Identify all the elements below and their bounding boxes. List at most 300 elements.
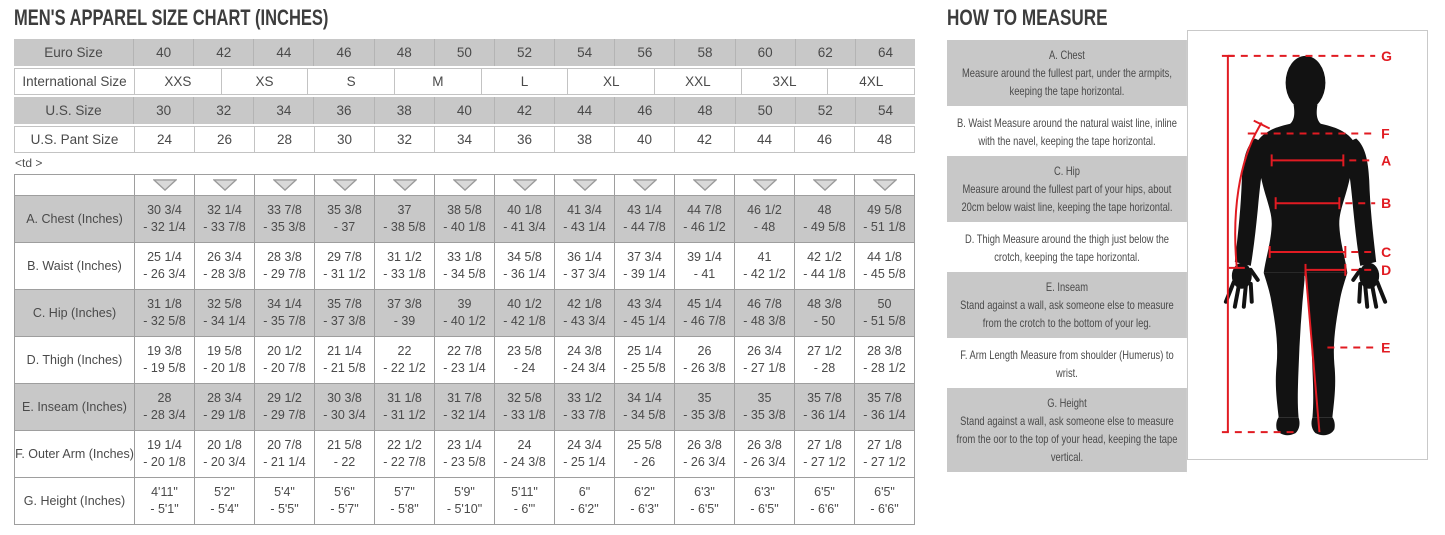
range-to: - 28 xyxy=(813,361,836,375)
column-marker-row xyxy=(15,175,915,196)
range-cell xyxy=(435,337,495,384)
size-cell: 54 xyxy=(555,39,615,66)
range-to: - 27 1/2 xyxy=(803,455,846,469)
range-to: - 45 1/4 xyxy=(623,314,666,328)
range-cell xyxy=(435,478,495,525)
row-label: F. Outer Arm (Inches) xyxy=(15,431,135,478)
range-from: 24 3/4 xyxy=(567,438,602,452)
range-to: - 50 xyxy=(813,314,836,328)
range-to: - 43 3/4 xyxy=(563,314,606,328)
range-from: 32 5/8 xyxy=(507,391,542,405)
range-to: - 39 1/4 xyxy=(623,267,666,281)
size-cell: 64 xyxy=(877,45,893,60)
row-label: U.S. Size xyxy=(14,97,134,124)
range-from: 5'4" xyxy=(274,485,295,499)
how-to-measure-section xyxy=(947,0,1187,474)
range-cell xyxy=(555,196,615,243)
range-from: 46 7/8 xyxy=(747,297,782,311)
range-cell xyxy=(195,478,255,525)
range-to: - 24 xyxy=(513,361,536,375)
size-cell: 48 xyxy=(375,39,435,66)
range-from: 19 5/8 xyxy=(207,344,242,358)
size-cell: 52 xyxy=(796,97,856,124)
size-cell: 32 xyxy=(375,127,435,152)
range-cell xyxy=(135,290,195,337)
range-to: - 26 3/8 xyxy=(683,361,726,375)
range-to: - 30 3/4 xyxy=(323,408,366,422)
range-to: - 20 1/8 xyxy=(143,455,186,469)
measurement-row xyxy=(15,196,915,243)
range-to: - 35 3/8 xyxy=(743,408,786,422)
range-cell xyxy=(615,478,675,525)
range-to: - 29 1/8 xyxy=(203,408,246,422)
range-cell xyxy=(195,431,255,478)
range-cell xyxy=(495,384,555,431)
range-to: - 28 3/4 xyxy=(143,408,186,422)
range-from: 26 3/4 xyxy=(207,250,242,264)
range-to: - 32 5/8 xyxy=(143,314,186,328)
instruction-heading: A. Chest xyxy=(1049,48,1085,62)
range-cell xyxy=(615,337,675,384)
range-from: 5'11" xyxy=(511,485,538,499)
range-to: - 5'7" xyxy=(330,502,359,516)
range-cell xyxy=(615,431,675,478)
range-from: 33 1/8 xyxy=(447,250,482,264)
body-measurement-diagram xyxy=(1188,31,1427,459)
range-to: - 37 3/8 xyxy=(323,314,366,328)
triangle-down-icon xyxy=(615,175,675,196)
range-from: 29 1/2 xyxy=(267,391,302,405)
range-to: - 51 1/8 xyxy=(863,220,906,234)
size-cell: 26 xyxy=(195,127,255,152)
range-from: 6" xyxy=(578,485,591,499)
range-from: 32 1/4 xyxy=(207,203,242,217)
range-from: 27 1/2 xyxy=(807,344,842,358)
range-from: 37 xyxy=(397,203,412,217)
range-cell xyxy=(195,337,255,384)
range-from: 40 1/2 xyxy=(507,297,542,311)
range-to: - 33 7/8 xyxy=(563,408,606,422)
range-to: - 6'6" xyxy=(810,502,839,516)
range-to: - 5'10" xyxy=(446,502,483,516)
size-cell: 40 xyxy=(134,39,194,66)
range-from: 44 1/8 xyxy=(867,250,902,264)
row-label: International Size xyxy=(15,69,135,94)
range-from: 20 1/2 xyxy=(267,344,302,358)
range-cell xyxy=(375,243,435,290)
size-cell: XXS xyxy=(135,69,222,94)
range-from: 40 1/8 xyxy=(507,203,542,217)
range-to: - 48 3/8 xyxy=(743,314,786,328)
body-silhouette xyxy=(1226,56,1385,435)
range-from: 39 xyxy=(457,297,472,311)
range-cell xyxy=(795,243,855,290)
measure-instruction xyxy=(947,272,1187,340)
measure-instruction xyxy=(947,388,1187,474)
measure-instruction xyxy=(947,108,1187,156)
range-cell xyxy=(135,384,195,431)
range-to: - 24 3/4 xyxy=(563,361,606,375)
row-label: A. Chest (Inches) xyxy=(15,196,135,243)
measure-instruction xyxy=(947,40,1187,108)
range-cell xyxy=(375,290,435,337)
size-header-row xyxy=(14,39,915,66)
range-to: - 24 3/8 xyxy=(503,455,546,469)
range-to: - 6'5" xyxy=(690,502,719,516)
triangle-down-icon xyxy=(555,175,615,196)
range-to: - 51 5/8 xyxy=(863,314,906,328)
row-label: B. Waist (Inches) xyxy=(15,243,135,290)
range-to: - 27 1/2 xyxy=(863,455,906,469)
range-from: 35 xyxy=(697,391,712,405)
range-cell xyxy=(675,337,735,384)
row-label xyxy=(15,175,135,196)
range-to: - 26 xyxy=(633,455,656,469)
figure-label-b: B xyxy=(1381,195,1392,212)
range-to: - 5'5" xyxy=(270,502,299,516)
range-to: - 43 1/4 xyxy=(563,220,606,234)
range-to: - 29 7/8 xyxy=(263,267,306,281)
range-cell xyxy=(495,196,555,243)
size-cell: 52 xyxy=(495,39,555,66)
range-to: - 35 3/8 xyxy=(683,408,726,422)
range-from: 22 7/8 xyxy=(447,344,482,358)
range-to: - 6'" xyxy=(513,502,536,516)
range-to: - 35 3/8 xyxy=(263,220,306,234)
range-from: 6'2" xyxy=(634,485,655,499)
range-from: 42 1/8 xyxy=(567,297,602,311)
triangle-down-icon xyxy=(315,175,375,196)
triangle-down-icon xyxy=(375,175,435,196)
range-cell xyxy=(135,243,195,290)
range-cell xyxy=(495,478,555,525)
range-cell xyxy=(495,290,555,337)
range-cell xyxy=(135,337,195,384)
range-to: - 21 1/4 xyxy=(263,455,306,469)
range-from: 6'3" xyxy=(694,485,715,499)
range-from: 31 1/8 xyxy=(387,391,422,405)
range-from: 24 xyxy=(517,438,532,452)
range-to: - 6'2" xyxy=(570,502,599,516)
range-to: - 23 5/8 xyxy=(443,455,486,469)
figure-label-a: A xyxy=(1381,152,1392,169)
range-from: 35 7/8 xyxy=(867,391,902,405)
range-from: 50 xyxy=(877,297,892,311)
range-cell xyxy=(855,431,915,478)
range-to: - 48 xyxy=(753,220,776,234)
range-cell xyxy=(135,431,195,478)
measurement-row xyxy=(15,337,915,384)
size-header-row xyxy=(14,97,915,124)
range-to: - 36 1/4 xyxy=(863,408,906,422)
range-cell xyxy=(555,337,615,384)
instruction-text: F. Arm Length Measure from shoulder (Humerus) to wrist. xyxy=(960,348,1174,380)
range-to: - 37 xyxy=(333,220,356,234)
row-label: C. Hip (Inches) xyxy=(15,290,135,337)
triangle-down-icon xyxy=(135,175,195,196)
size-cell: 40 xyxy=(615,127,675,152)
range-to: - 27 1/8 xyxy=(743,361,786,375)
range-to: - 35 7/8 xyxy=(263,314,306,328)
range-cell xyxy=(375,196,435,243)
range-from: 35 7/8 xyxy=(327,297,362,311)
size-cell: 36 xyxy=(314,97,374,124)
range-from: 5'9" xyxy=(454,485,475,499)
instruction-heading: E. Inseam xyxy=(1045,280,1089,294)
range-to: - 5'8" xyxy=(390,502,419,516)
range-cell xyxy=(615,290,675,337)
range-to: - 41 xyxy=(693,267,716,281)
range-cell xyxy=(375,431,435,478)
size-cell: 36 xyxy=(495,127,555,152)
how-to-measure-list xyxy=(947,40,1187,474)
range-from: 6'5" xyxy=(874,485,895,499)
range-from: 34 1/4 xyxy=(267,297,302,311)
range-to: - 5'4" xyxy=(210,502,239,516)
range-to: - 36 1/4 xyxy=(503,267,546,281)
row-label: G. Height (Inches) xyxy=(15,478,135,525)
range-to: - 29 7/8 xyxy=(263,408,306,422)
size-chart-section xyxy=(14,0,915,525)
size-cell: L xyxy=(482,69,569,94)
range-cell xyxy=(435,431,495,478)
range-to: - 34 5/8 xyxy=(443,267,486,281)
range-cell xyxy=(795,196,855,243)
range-to: - 33 1/8 xyxy=(383,267,426,281)
range-from: 22 xyxy=(397,344,412,358)
range-from: 25 1/4 xyxy=(147,250,182,264)
range-from: 43 3/4 xyxy=(627,297,662,311)
size-cell: 32 xyxy=(194,97,254,124)
range-cell xyxy=(735,337,795,384)
range-to: - 44 1/8 xyxy=(803,267,846,281)
range-to: - 20 7/8 xyxy=(263,361,306,375)
range-cell xyxy=(375,337,435,384)
triangle-down-icon xyxy=(675,175,735,196)
range-from: 26 xyxy=(697,344,712,358)
range-cell xyxy=(795,384,855,431)
range-from: 6'5" xyxy=(814,485,835,499)
range-to: - 34 5/8 xyxy=(623,408,666,422)
size-cell: 48 xyxy=(675,97,735,124)
range-from: 31 1/8 xyxy=(147,297,182,311)
range-cell xyxy=(495,431,555,478)
range-cell xyxy=(255,384,315,431)
figure-label-e: E xyxy=(1381,339,1391,356)
range-cell xyxy=(675,196,735,243)
range-from: 27 1/8 xyxy=(867,438,902,452)
range-cell xyxy=(675,431,735,478)
range-cell xyxy=(495,243,555,290)
range-to: - 22 7/8 xyxy=(383,455,426,469)
range-from: 25 5/8 xyxy=(627,438,662,452)
size-cell: 30 xyxy=(315,127,375,152)
range-cell xyxy=(195,196,255,243)
triangle-down-icon xyxy=(495,175,555,196)
range-from: 34 5/8 xyxy=(507,250,542,264)
range-to: - 20 1/8 xyxy=(203,361,246,375)
range-to: - 36 1/4 xyxy=(803,408,846,422)
range-from: 32 5/8 xyxy=(207,297,242,311)
row-label: E. Inseam (Inches) xyxy=(15,384,135,431)
range-from: 30 3/4 xyxy=(147,203,182,217)
range-cell xyxy=(315,478,375,525)
range-cell xyxy=(555,478,615,525)
range-to: - 40 1/8 xyxy=(443,220,486,234)
range-from: 6'3" xyxy=(754,485,775,499)
range-from: 45 1/4 xyxy=(687,297,722,311)
range-to: - 22 1/2 xyxy=(383,361,426,375)
size-header-row xyxy=(14,126,915,153)
range-to: - 39 xyxy=(393,314,416,328)
range-from: 37 3/8 xyxy=(387,297,422,311)
range-to: - 42 1/2 xyxy=(743,267,786,281)
size-cell: 44 xyxy=(735,127,795,152)
range-from: 46 1/2 xyxy=(747,203,782,217)
range-to: - 28 1/2 xyxy=(863,361,906,375)
range-from: 30 3/8 xyxy=(327,391,362,405)
range-from: 26 3/8 xyxy=(747,438,782,452)
range-to: - 32 1/4 xyxy=(443,408,486,422)
range-to: - 41 3/4 xyxy=(503,220,546,234)
range-to: - 26 3/4 xyxy=(683,455,726,469)
range-cell xyxy=(855,478,915,525)
range-from: 31 1/2 xyxy=(387,250,422,264)
range-cell xyxy=(255,337,315,384)
range-from: 41 3/4 xyxy=(567,203,602,217)
range-to: - 21 5/8 xyxy=(323,361,366,375)
size-chart-title: MEN'S APPAREL SIZE CHART (INCHES) xyxy=(14,5,329,30)
measurement-row xyxy=(15,431,915,478)
instruction-text: Stand against a wall, ask someone else to measure from the crotch to the bottom of your leg. xyxy=(960,298,1174,330)
range-to: - 31 1/2 xyxy=(383,408,426,422)
range-from: 35 xyxy=(757,391,772,405)
instruction-text: B. Waist Measure around the natural waist line, inline with the navel, keeping the tape horizontal. xyxy=(956,116,1177,148)
range-from: 39 1/4 xyxy=(687,250,722,264)
size-cell: S xyxy=(308,69,395,94)
range-from: 42 1/2 xyxy=(807,250,842,264)
range-cell xyxy=(315,431,375,478)
size-cell: 60 xyxy=(736,39,796,66)
range-cell xyxy=(315,384,375,431)
range-cell xyxy=(735,243,795,290)
range-to: - 22 xyxy=(333,455,356,469)
range-to: - 26 3/4 xyxy=(743,455,786,469)
range-from: 49 5/8 xyxy=(867,203,902,217)
range-to: - 23 1/4 xyxy=(443,361,486,375)
range-cell xyxy=(735,431,795,478)
range-cell xyxy=(855,337,915,384)
size-cell: 54 xyxy=(877,103,893,118)
triangle-down-icon xyxy=(255,175,315,196)
range-from: 22 1/2 xyxy=(387,438,422,452)
range-cell xyxy=(735,290,795,337)
range-cell xyxy=(795,431,855,478)
range-from: 23 5/8 xyxy=(507,344,542,358)
range-to: - 32 1/4 xyxy=(143,220,186,234)
size-cell: 34 xyxy=(435,127,495,152)
size-cell: 46 xyxy=(615,97,675,124)
range-to: - 46 1/2 xyxy=(683,220,726,234)
range-cell xyxy=(195,290,255,337)
range-to: - 33 1/8 xyxy=(503,408,546,422)
range-cell xyxy=(435,290,495,337)
size-cell: M xyxy=(395,69,482,94)
range-from: 35 3/8 xyxy=(327,203,362,217)
size-cell: 3XL xyxy=(742,69,829,94)
range-cell xyxy=(195,384,255,431)
range-cell xyxy=(135,478,195,525)
range-to: - 19 5/8 xyxy=(143,361,186,375)
size-cell: 4XL xyxy=(859,74,884,89)
range-cell xyxy=(735,478,795,525)
range-to: - 31 1/2 xyxy=(323,267,366,281)
range-from: 33 7/8 xyxy=(267,203,302,217)
range-cell xyxy=(375,384,435,431)
range-to: - 40 1/2 xyxy=(443,314,486,328)
range-cell xyxy=(315,243,375,290)
size-header-row xyxy=(14,68,915,95)
range-from: 23 1/4 xyxy=(447,438,482,452)
range-cell xyxy=(255,243,315,290)
size-cell: 50 xyxy=(435,39,495,66)
range-cell xyxy=(675,243,735,290)
range-to: - 6'5" xyxy=(750,502,779,516)
range-cell xyxy=(315,196,375,243)
range-to: - 6'3" xyxy=(630,502,659,516)
range-cell xyxy=(615,384,675,431)
size-cell: 42 xyxy=(495,97,555,124)
size-cell: 42 xyxy=(194,39,254,66)
range-to: - 46 7/8 xyxy=(683,314,726,328)
range-to: - 45 5/8 xyxy=(863,267,906,281)
size-cell: XS xyxy=(222,69,309,94)
range-cell xyxy=(555,243,615,290)
instruction-text: D. Thigh Measure around the thigh just below the crotch, keeping the tape horizontal. xyxy=(964,232,1169,264)
range-cell xyxy=(735,384,795,431)
size-cell: 44 xyxy=(254,39,314,66)
size-cell: 58 xyxy=(675,39,735,66)
measurement-row xyxy=(15,478,915,525)
size-conversion-table xyxy=(14,39,915,153)
size-cell: 34 xyxy=(254,97,314,124)
range-cell xyxy=(555,384,615,431)
range-cell xyxy=(495,337,555,384)
measurement-figure-panel xyxy=(1187,30,1428,460)
range-from: 28 3/4 xyxy=(207,391,242,405)
range-cell xyxy=(135,196,195,243)
triangle-down-icon xyxy=(435,175,495,196)
triangle-down-icon xyxy=(195,175,255,196)
range-from: 43 1/4 xyxy=(627,203,662,217)
size-cell: 44 xyxy=(555,97,615,124)
range-from: 5'6" xyxy=(334,485,355,499)
size-cell: 42 xyxy=(675,127,735,152)
range-cell xyxy=(435,196,495,243)
measurement-row xyxy=(15,384,915,431)
range-to: - 6'6" xyxy=(870,502,899,516)
range-cell xyxy=(855,290,915,337)
range-cell xyxy=(855,196,915,243)
range-from: 28 3/8 xyxy=(867,344,902,358)
range-from: 44 7/8 xyxy=(687,203,722,217)
range-to: - 5'1" xyxy=(150,502,179,516)
range-from: 48 xyxy=(817,203,832,217)
triangle-down-icon xyxy=(735,175,795,196)
row-label: D. Thigh (Inches) xyxy=(15,337,135,384)
range-to: - 38 5/8 xyxy=(383,220,426,234)
range-cell xyxy=(675,384,735,431)
